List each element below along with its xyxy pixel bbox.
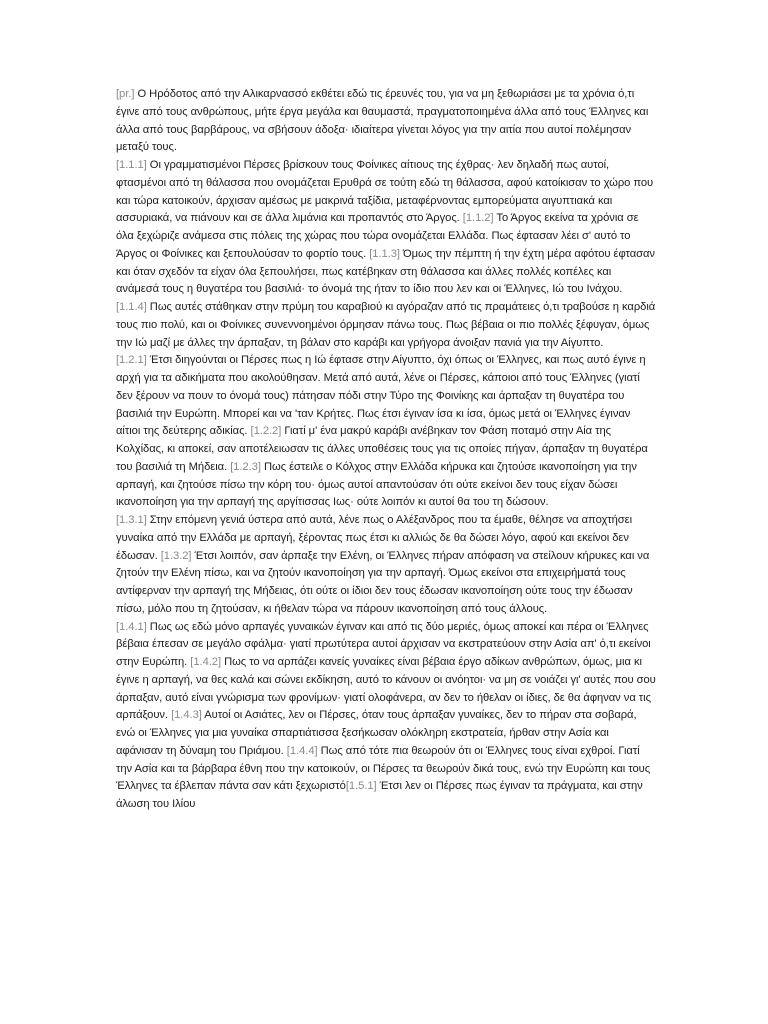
paragraph-1-4	[116, 619, 656, 814]
section-ref: [1.2.2]	[250, 425, 282, 438]
section-ref: [1.4.4]	[286, 744, 318, 757]
paragraph-1-1	[116, 157, 656, 352]
section-ref: [pr.]	[116, 88, 135, 100]
paragraph-1-2	[116, 352, 656, 512]
paragraph-text: Το Άργος εκείνα τα χρόνια σε όλα ξεχώριζε ανάμεσα στις πόλεις της χώρας που τώρα ονομάζεται Ελλάδα. Πως έφτασαν λέει σ' αυτό το Άργος οι Φοίνικες και ξεπουλούσαν το φορτίο τους.	[116, 212, 639, 260]
paragraph-text: Αυτοί οι Ασιάτες, λεν οι Πέρσες, όταν τους άρπαξαν γυναίκες, δεν το πήραν στα σοβαρά, ενώ οι Έλληνες για μια γυναίκα σπαρτιάτισσα ξεσήκωσαν ολόκληρη εκστρατεία, ήρθαν στην Ασία και αφάνισαν τη δύναμη του Πριάμου.	[116, 709, 637, 757]
paragraph-text: Πως αυτές στάθηκαν στην πρύμη του καραβιού κι αγόραζαν από τις πραμάτειες ό,τι τραβούσε η καρδιά τους πιο πολύ, και οι Φοίνικες συνεννοημένοι όρμησαν πάνω τους. Πως βέβαια οι πιο πολλές ξέφυγαν, όμως την Ιώ μαζί με άλλες την άρπαξαν, τη βάλαν στο καράβι και γρήγορα άνοιξαν πανιά για την Αίγυπτο.	[116, 301, 656, 349]
paragraph-text: Γιατί μ' ένα μακρύ καράβι ανέβηκαν τον Φάση ποταμό στην Αία της Κολχίδας, κι αποκεί, σαν αποτέλειωσαν τις άλλες υποθέσεις τους για τις οποίες πήγαν, άρπαξαν τη θυγατέρα του βασιλιά τη Μήδεια.	[116, 425, 648, 473]
paragraph-text: Όμως την πέμπτη ή την έχτη μέρα αφότου έφτασαν και όταν σχεδόν τα είχαν όλα ξεπουλήσει, πως κατέβηκαν στη θάλασσα και άλλες πολλές κοπέλες και ανάμεσά τους η θυγατέρα του βασιλιά· το όνομά της ήταν το ίδιο που λεν και οι Έλληνες, Ιώ του Ινάχου.	[116, 247, 655, 296]
paragraph-text: Οι γραμματισμένοι Πέρσες βρίσκουν τους Φοίνικες αίτιους της έχθρας· λεν δηλαδή πως αυτοί, φτασμένοι από τη θάλασσα που ονομάζεται Ερυθρά σε τούτη εδώ τη θάλασσα, αφού κατοίκισαν το χώρο που και τώρα κατοικούν, άρχισαν αμέσως με μακρινά ταξίδια, μεταφέρνοντας εμπορεύματα αιγυπτιακά και ασσυριακά, να πιάνουν και σε άλλα λιμάνια και προπαντός στο Άργος.	[116, 159, 654, 225]
paragraph-text: Πως το να αρπάζει κανείς γυναίκες είναι βέβαια έργο αδίκων ανθρώπων, όμως, μια κι έγινε η αρπαγή, να θες καλά και σώνει εκδίκηση, αυτό το κάνουν οι ανόητοι· να μη σε νοιάζει γι' αυτές που σου άρπαξαν, αυτό είναι γνώρισμα των φρονίμων· γιατί ολοφάνερα, αν δεν το ήθελαν οι ίδιες, δε θα άφηναν να τις αρπάξουν.	[116, 656, 656, 722]
paragraph-text: Έτσι λοιπόν, σαν άρπαξε την Ελένη, οι Έλληνες πήραν απόφαση να στείλουν κήρυκες και να ζητούν την Ελένη πίσω, και να ζητούν ικανοποίηση για την αρπαγή. Όμως εκείνοι στα επιχειρήματά τους αντίφερναν την αρπαγή της Μήδειας, ότι ούτε οι ίδιοι δεν τους έδωσαν ικανοποίηση ούτε τους την έδωσαν πίσω, μόλο που τη ζητούσαν, κι ήθελαν τώρα να πάρουν ικανοποίηση από τους άλλους.	[116, 549, 650, 615]
paragraph-text: Πως ως εδώ μόνο αρπαγές γυναικών έγιναν και από τις δύο μεριές, όμως αποκεί και πέρα οι Έλληνες βέβαια έπεσαν σε μεγάλο σφάλμα· γιατί πρωτύτερα αυτοί άρχισαν να εκστρατεύουν στην Ασία απ' ό,τι εκείνοι στην Ευρώπη.	[116, 620, 651, 668]
section-ref: [1.4.3]	[171, 709, 202, 722]
paragraph-1-3	[116, 512, 656, 619]
section-ref: [1.3.2]	[160, 549, 192, 562]
section-ref: [1.5.1]	[345, 780, 377, 793]
paragraph-text: Ο Ηρόδοτος από την Αλικαρνασσό εκθέτει εδώ τις έρευνές του, για να μη ξεθωριάσει με τα χρόνια ό,τι έγινε από τους ανθρώπους, μήτε έργα μεγάλα και θαυμαστά, πραγματοποιημένα άλλα από τους Έλληνες και άλλα από τους βαρβάρους, να σβήσουν άδοξα· ιδιαίτερα γίνεται λόγος για την αιτία που αυτοί πολέμησαν μεταξύ τους.	[116, 88, 649, 154]
section-ref: [1.2.1]	[116, 354, 147, 367]
paragraph-text: Πως έστειλε ο Κόλχος στην Ελλάδα κήρυκα και ζητούσε ικανοποίηση για την αρπαγή, και ζητούσε πίσω την κόρη του· όμως αυτοί απαντούσαν ότι ούτε εκείνοι δεν τους είχαν δώσει ικανοποίηση για την αρπαγή της αργίτισσας Ιως· ούτε λοιπόν κι αυτοί θα του τη δώσουν.	[116, 460, 637, 509]
section-ref: [1.2.3]	[230, 460, 261, 473]
paragraph-text: Έτσι διηγούνται οι Πέρσες πως η Ιώ έφτασε στην Αίγυπτο, όχι όπως οι Έλληνες, και πως αυτό έγινε η αρχή για τα αδικήματα που ακολούθησαν. Μετά από αυτά, λένε οι Πέρσες, κάποιοι από τους Έλληνες (γιατί δεν ξέρουν να πουν το όνομά τους) πάτησαν πόδι στην Τύρο της Φοινίκης και άρπαξαν τη θυγατέρα του βασιλιά την Ευρώπη. Μπορεί και να 'ταν Κρήτες. Πως έτσι έγιναν ίσα κι ίσα, όμως μετά οι Έλληνες έγιναν αίτιοι της δεύτερης αδικίας.	[116, 354, 646, 438]
paragraph-text: Στην επόμενη γενιά ύστερα από αυτά, λένε πως ο Αλέξανδρος που τα έμαθε, θέλησε να αποχτήσει γυναίκα από την Ελλάδα με αρπαγή, ξέροντας πως έτσι κι αλλιώς δε θα δώσει λόγο, αφού και εκείνοι δεν έδωσαν.	[116, 514, 633, 562]
paragraph-preface	[116, 86, 656, 157]
section-ref: [1.1.1]	[116, 159, 147, 171]
section-ref: [1.3.1]	[116, 514, 147, 526]
section-ref: [1.4.2]	[190, 656, 222, 668]
section-ref: [1.4.1]	[116, 620, 147, 633]
section-ref: [1.1.2]	[462, 212, 494, 225]
section-ref: [1.1.3]	[369, 247, 400, 260]
section-ref: [1.1.4]	[116, 301, 147, 313]
paragraph-text: Έτσι λεν οι Πέρσες πως έγιναν τα πράγματα, και στην άλωση του Ιλίου	[116, 780, 643, 810]
document-body	[116, 86, 656, 814]
paragraph-text: Πως από τότε πια θεωρούν ότι οι Έλληνες τους είναι εχθροί. Γιατί την Ασία και τα βάρβαρα έθνη που την κατοικούν, οι Πέρσες τα θεωρούν δικά τους, ενώ την Ευρώπη και τους Έλληνες τα έβλεπαν πάντα σαν κάτι ξεχωριστό	[116, 744, 651, 793]
